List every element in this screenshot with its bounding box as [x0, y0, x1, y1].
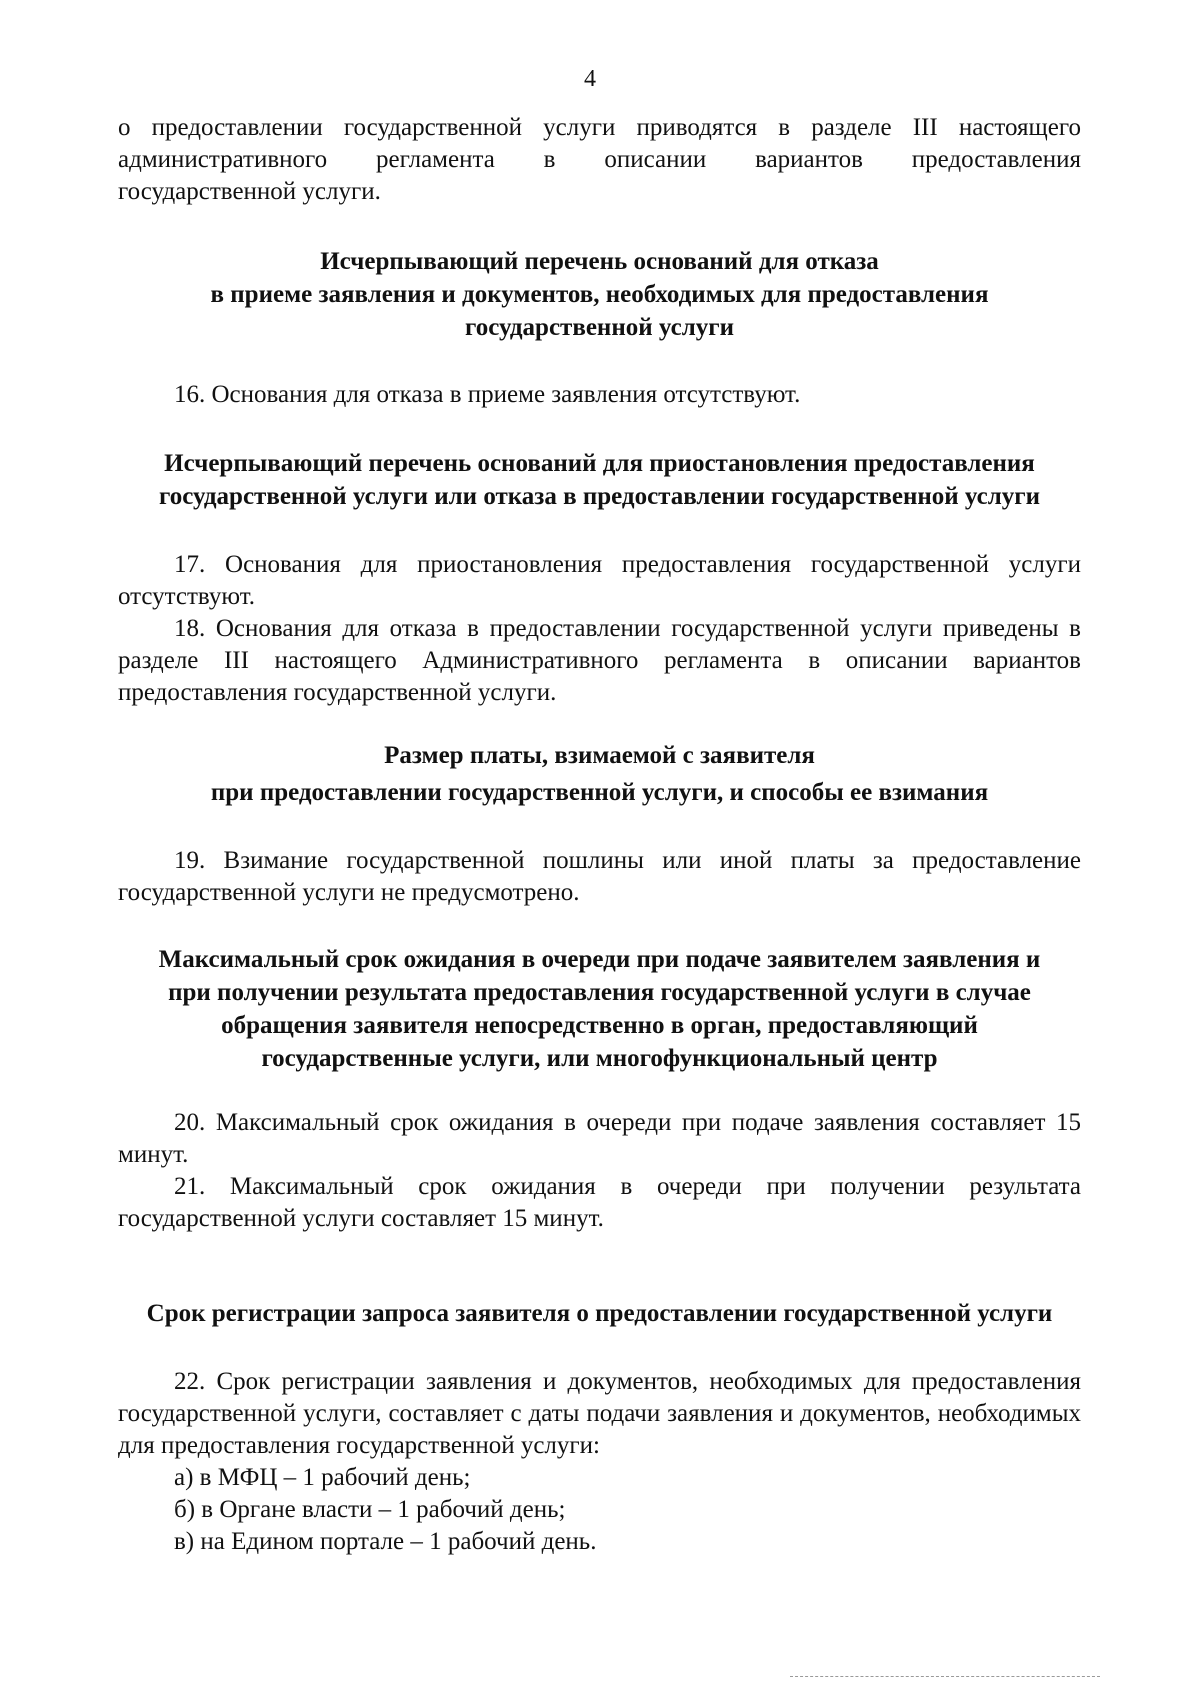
section-heading-fee: Размер платы, взимаемой с заявителя при предоставлении государственной услуги, и способы ее взимания	[210, 742, 989, 806]
list-item: а) в МФЦ – 1 рабочий день;	[174, 1464, 471, 1491]
intro-paragraph	[118, 112, 1081, 208]
paragraph-19: 19. Взимание государственной пошлины или иной платы за предоставление государственной услуги не предусмотрено.	[118, 847, 1081, 906]
paragraph-21: 21. Максимальный срок ожидания в очереди при получении результата государственной услуги составляет 15 минут.	[118, 1173, 1081, 1232]
section-heading-suspension: Исчерпывающий перечень оснований для приостановления предоставления государственной услуги или отказа в предоставлении государственной услуги	[158, 450, 1041, 510]
paragraph-18: 18. Основания для отказа в предоставлении государственной услуги приведены в разделе III настоящего Административного регламента в описании вариантов предоставления государственной услуги.	[118, 615, 1081, 706]
paragraph-22: 22. Срок регистрации заявления и документов, необходимых для предоставления государственной услуги, составляет с даты подачи заявления и документов, необходимых для предоставления государственной услуги:	[118, 1368, 1081, 1459]
paragraph-17: 17. Основания для приостановления предоставления государственной услуги отсутствуют.	[118, 551, 1081, 610]
document-body	[118, 112, 1081, 1558]
intro-line: государственной услуги.	[118, 178, 381, 205]
intro-line: о предоставлении государственной услуги приводятся в разделе III настоящего	[118, 114, 1081, 141]
section-heading-registration: Срок регистрации запроса заявителя о предоставлении государственной услуги	[146, 1300, 1053, 1327]
paragraph-20: 20. Максимальный срок ожидания в очереди при подаче заявления составляет 15 минут.	[118, 1109, 1081, 1168]
section-heading-queue-time: Максимальный срок ожидания в очереди при подаче заявителем заявления и при получении результата предоставления государственной услуги в случае обращения заявителя непосредственно в орган, предоставляющий государственные услуги, или многофункциональный центр	[158, 946, 1041, 1072]
list-item: б) в Органе власти – 1 рабочий день;	[174, 1496, 566, 1523]
scan-edge-mark	[790, 1676, 1100, 1677]
intro-line: административного регламента в описании вариантов предоставления	[118, 146, 1081, 173]
list-item: в) на Едином портале – 1 рабочий день.	[174, 1528, 597, 1555]
paragraph-16: 16. Основания для отказа в приеме заявления отсутствуют.	[174, 381, 801, 408]
section-heading-refusal-reception: Исчерпывающий перечень оснований для отказа в приеме заявления и документов, необходимых для предоставления государственной услуги	[210, 248, 989, 341]
page-number: 4	[584, 66, 596, 92]
